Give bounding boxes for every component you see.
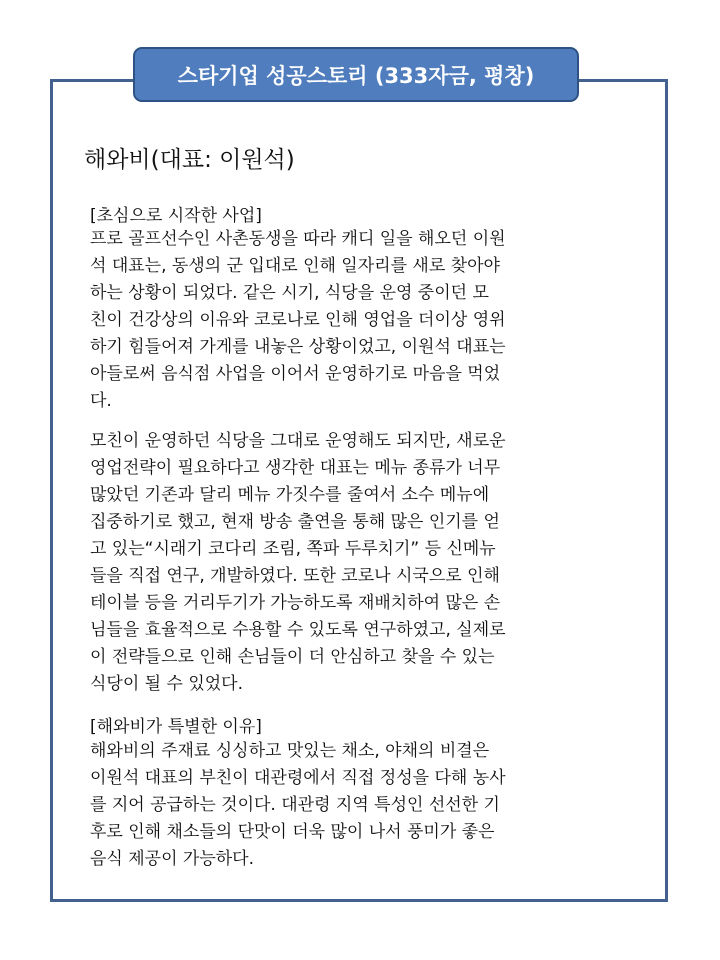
- text-line: 이원석 대표의 부친이 대관령에서 직접 정성을 다해 농사: [90, 768, 506, 788]
- text-line: 프로 골프선수인 사촌동생을 따라 캐디 일을 해오던 이원: [90, 229, 506, 249]
- text-line: 해와비의 주재료 싱싱하고 맛있는 채소, 야채의 비결은: [90, 741, 490, 761]
- title-banner: [133, 47, 579, 102]
- text-line: 를 지어 공급하는 것이다. 대관령 지역 특성인 선선한 기: [90, 795, 500, 815]
- text-line: 친이 건강상의 이유와 코로나로 인해 영업을 더이상 영위: [90, 310, 506, 330]
- text-line: 고 있는“시래기 코다리 조림, 쪽파 두루치기” 등 신메뉴: [90, 539, 496, 559]
- section-heading-special: [해와비가 특별한 이유]: [90, 717, 262, 737]
- text-line: 음식 제공이 가능하다.: [90, 849, 255, 869]
- section-strategy-text: [90, 428, 638, 698]
- text-line: 영업전략이 필요하다고 생각한 대표는 메뉴 종류가 너무: [90, 458, 501, 478]
- text-line: 이 전략들으로 인해 손님들이 더 안심하고 찾을 수 있는: [90, 647, 495, 667]
- text-line: 들을 직접 연구, 개발하였다. 또한 코로나 시국으로 인해: [90, 566, 500, 586]
- text-line: 다.: [90, 391, 112, 411]
- text-line: 석 대표는, 동생의 군 입대로 인해 일자리를 새로 찾아야: [90, 256, 500, 276]
- section-special-text: [90, 738, 638, 873]
- text-line: 식당이 될 수 있었다.: [90, 674, 243, 694]
- company-heading: 해와비(대표: 이원석): [84, 147, 295, 173]
- banner-title: 스타기업 성공스토리 (333자금, 평창): [177, 63, 535, 88]
- text-line: 모친이 운영하던 식당을 그대로 운영해도 되지만, 새로운: [90, 431, 506, 451]
- text-line: 후로 인해 채소들의 단맛이 더욱 많이 나서 풍미가 좋은: [90, 822, 495, 842]
- section-origin-text: [90, 226, 638, 415]
- text-line: 테이블 등을 거리두기가 가능하도록 재배치하여 많은 손: [90, 593, 501, 613]
- text-line: 아들로써 음식점 사업을 이어서 운영하기로 마음을 먹었: [90, 364, 501, 384]
- section-heading-origin: [초심으로 시작한 사업]: [90, 206, 262, 226]
- text-line: 님들을 효율적으로 수용할 수 있도록 연구하였고, 실제로: [90, 620, 506, 640]
- text-line: 하는 상황이 되었다. 같은 시기, 식당을 운영 중이던 모: [90, 283, 489, 303]
- text-line: 많았던 기존과 달리 메뉴 가짓수를 줄여서 소수 메뉴에: [90, 485, 490, 505]
- text-line: 하기 힘들어져 가게를 내놓은 상황이었고, 이원석 대표는: [90, 337, 506, 357]
- text-line: 집중하기로 했고, 현재 방송 출연을 통해 많은 인기를 얻: [90, 512, 500, 532]
